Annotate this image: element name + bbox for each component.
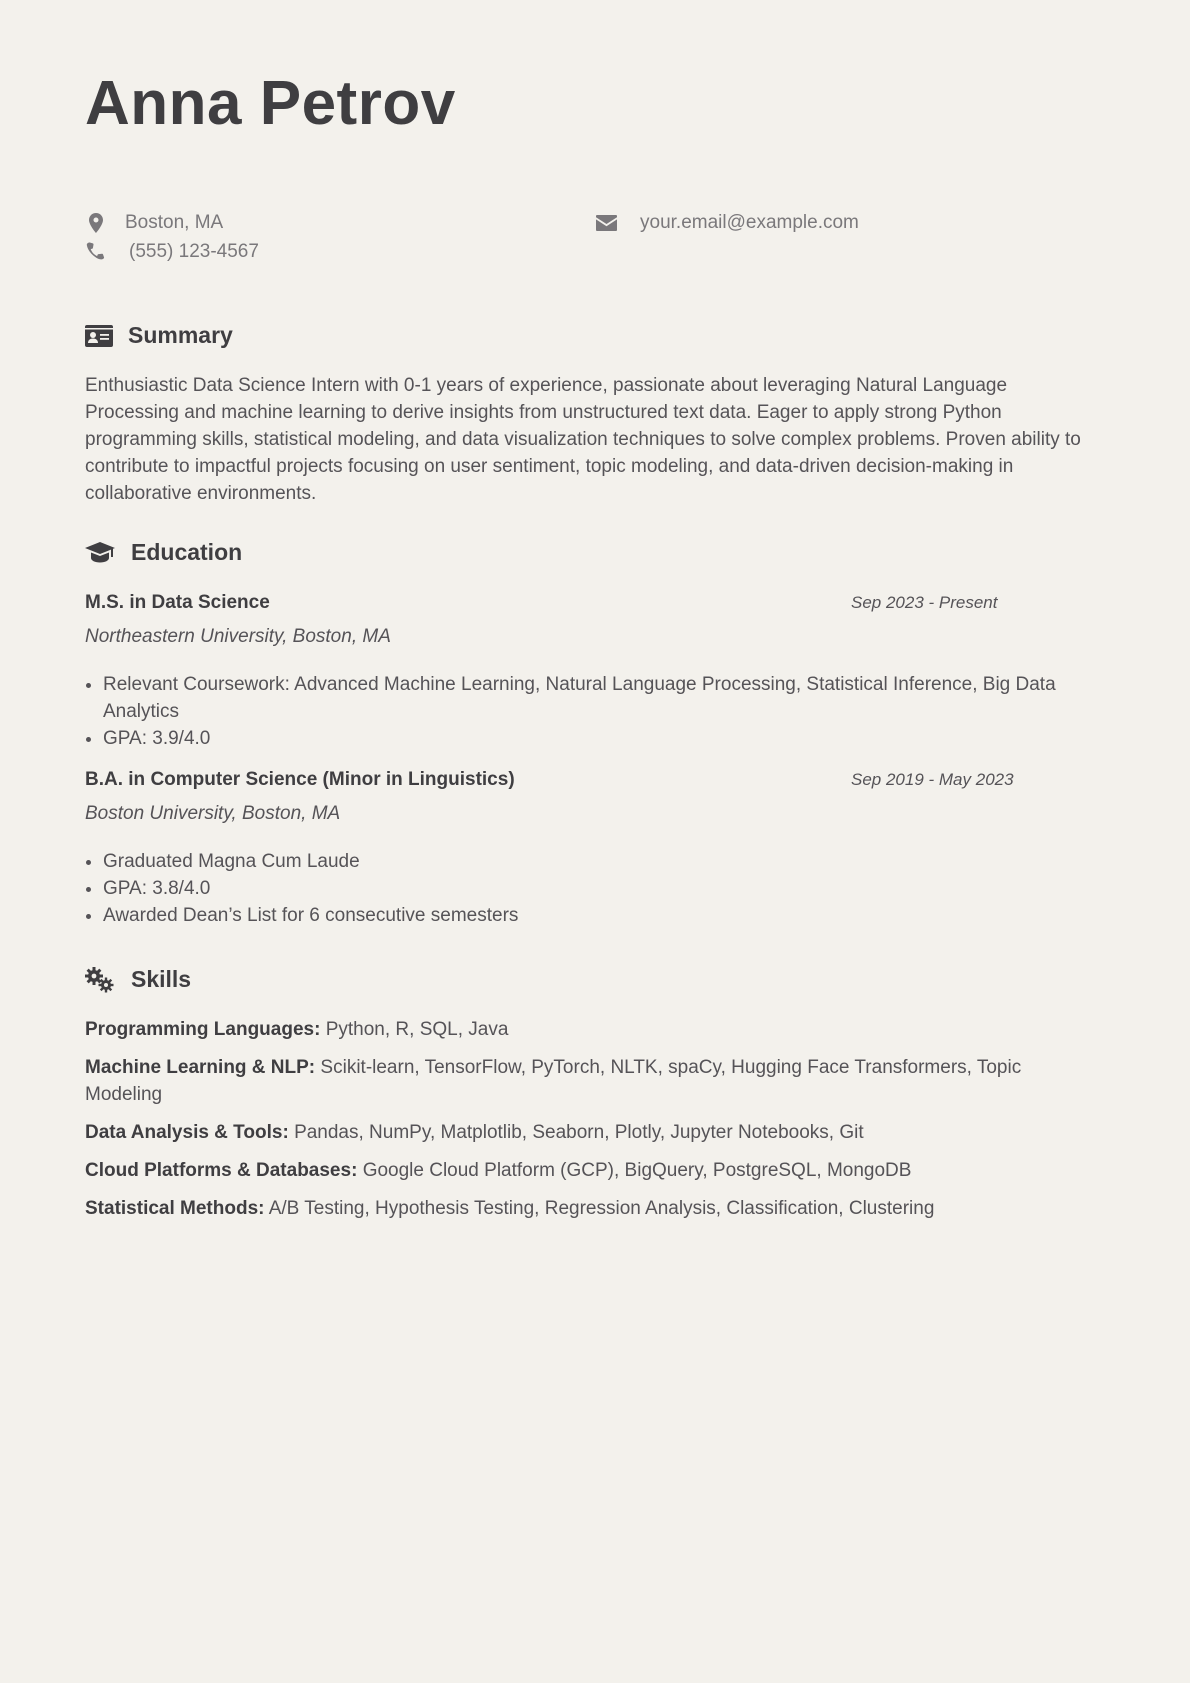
candidate-name: Anna Petrov: [85, 69, 456, 138]
skills-heading: [85, 966, 191, 993]
skill-value: Scikit-learn, TensorFlow, PyTorch, NLTK, spaCy, Hugging Face Transformers, Topic Modeling: [85, 1057, 1022, 1105]
skill-row: [85, 1016, 1095, 1043]
skills-title: Skills: [131, 966, 192, 992]
graduation-cap-icon: [85, 540, 115, 566]
skill-label: Cloud Platforms & Databases:: [85, 1160, 358, 1181]
email-link[interactable]: your.email@example.com: [640, 212, 859, 233]
education-title: Education: [131, 539, 243, 565]
bullet-item: • Relevant Coursework: Advanced Machine Learning, Natural Language Processing, Statistical Inference, Big Data Analytics: [103, 671, 1103, 725]
skill-value: Python, R, SQL, Java: [325, 1019, 509, 1040]
degree-dates: Sep 2019 - May 2023: [851, 770, 1014, 789]
location-text: Boston, MA: [125, 212, 224, 233]
skill-row: [85, 1195, 1095, 1222]
envelope-icon: [595, 212, 617, 234]
map-marker-icon: [85, 212, 107, 234]
contact-location: [85, 212, 223, 234]
id-card-icon: [85, 323, 115, 349]
degree-title: B.A. in Computer Science (Minor in Linguistics): [85, 769, 515, 790]
bullet-item: • GPA: 3.9/4.0: [103, 725, 1103, 752]
skill-row: [85, 1119, 1095, 1146]
gears-icon: [85, 967, 115, 993]
bullet-item: • Graduated Magna Cum Laude: [103, 848, 1103, 875]
contact-email: [595, 212, 859, 234]
skill-row: [85, 1157, 1095, 1184]
skill-label: Statistical Methods:: [85, 1198, 265, 1219]
degree-dates: Sep 2023 - Present: [851, 593, 998, 612]
summary-heading: [85, 322, 233, 349]
phone-icon: [85, 241, 107, 263]
education-bullets: [85, 848, 1103, 929]
skill-label: Data Analysis & Tools:: [85, 1122, 289, 1143]
bullet-item: • GPA: 3.8/4.0: [103, 875, 1103, 902]
institution-name: Boston University, Boston, MA: [85, 803, 341, 824]
contact-phone: [85, 241, 259, 263]
degree-title: M.S. in Data Science: [85, 592, 270, 613]
bullet-item: • Awarded Dean’s List for 6 consecutive semesters: [103, 902, 1103, 929]
education-heading: [85, 539, 242, 566]
skill-value: Pandas, NumPy, Matplotlib, Seaborn, Plotly, Jupyter Notebooks, Git: [294, 1122, 864, 1143]
skill-label: Programming Languages:: [85, 1019, 321, 1040]
summary-title: Summary: [128, 322, 233, 348]
skill-label: Machine Learning & NLP:: [85, 1057, 316, 1078]
skill-value: Google Cloud Platform (GCP), BigQuery, PostgreSQL, MongoDB: [362, 1160, 912, 1181]
skill-row: [85, 1054, 1095, 1108]
summary-text: Enthusiastic Data Science Intern with 0-1 years of experience, passionate about leveraging Natural Language Processing and machine learning to derive insights from unstructured text data. Eager to apply strong Python programming skills, statistical modeling, and data visualization techniques to solve complex problems. Proven ability to contribute to impactful projects focusing on user sentiment, topic modeling, and data-driven decision-making in collaborative environments.: [85, 375, 1081, 504]
skill-value: A/B Testing, Hypothesis Testing, Regression Analysis, Classification, Clustering: [268, 1198, 935, 1219]
phone-text: (555) 123-4567: [129, 241, 259, 262]
education-bullets: [85, 671, 1103, 752]
institution-name: Northeastern University, Boston, MA: [85, 626, 391, 647]
